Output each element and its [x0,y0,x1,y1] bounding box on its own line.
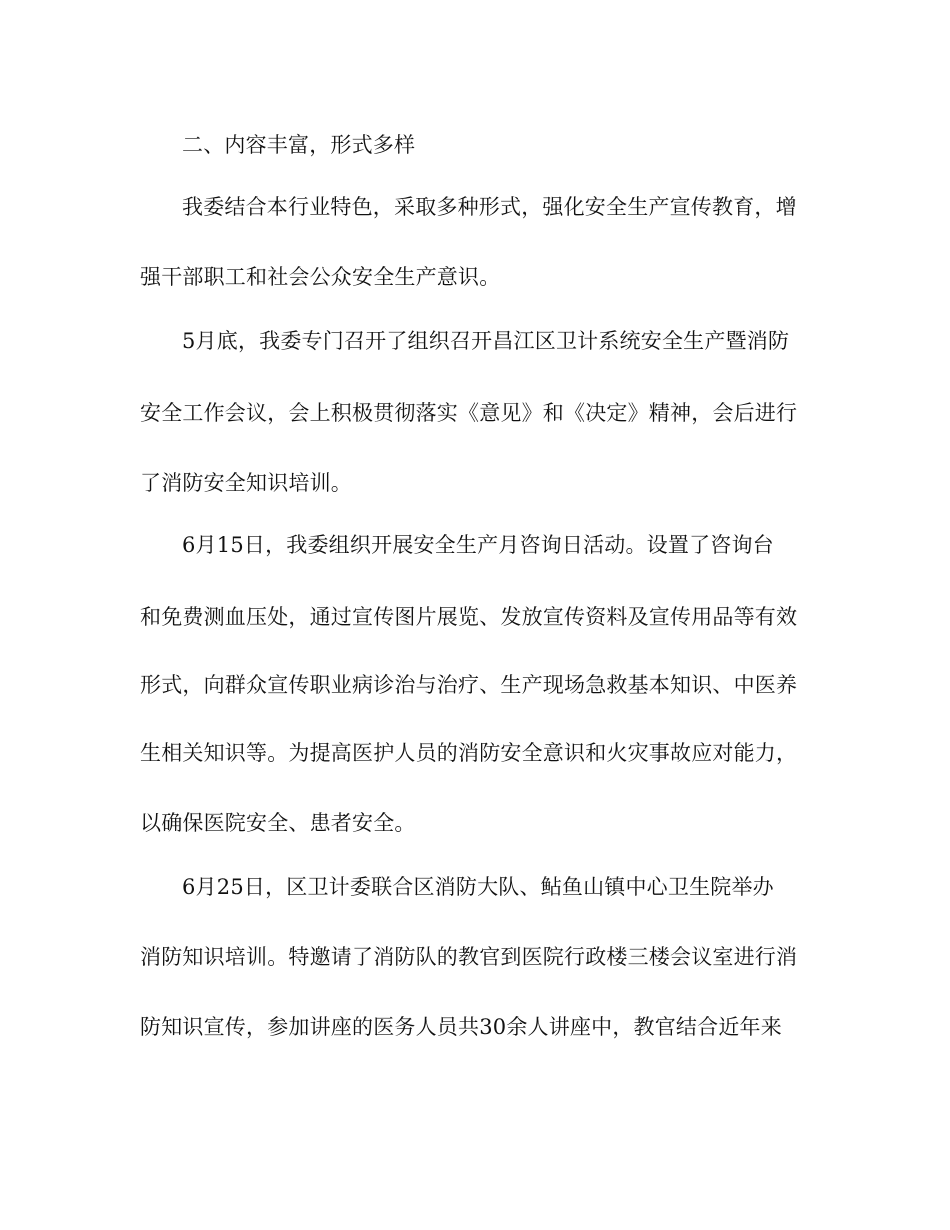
section-heading: 二、内容丰富，形式多样 [182,133,416,157]
paragraph-line: 6月15日，我委组织开展安全生产月咨询日活动。设置了咨询台 [182,533,774,557]
paragraph-line: 了消防安全知识培训。 [140,471,352,495]
paragraph-line: 防知识宣传，参加讲座的医务人员共30余人讲座中，教官结合近年来 [140,1015,782,1039]
paragraph-line: 6月25日，区卫计委联合区消防大队、鲇鱼山镇中心卫生院举办 [182,875,774,899]
paragraph-line: 消防知识培训。特邀请了消防队的教官到医院行政楼三楼会议室进行消 [140,945,798,969]
paragraph-line: 我委结合本行业特色，采取多种形式，强化安全生产宣传教育，增 [182,195,797,219]
paragraph-line: 和免费测血压处，通过宣传图片展览、发放宣传资料及宣传用品等有效 [140,605,798,629]
paragraph-line: 强干部职工和社会公众安全生产意识。 [140,265,501,289]
paragraph-line: 形式，向群众宣传职业病诊治与治疗、生产现场急救基本知识、中医养 [140,673,798,697]
paragraph-line: 以确保医院安全、患者安全。 [140,811,416,835]
paragraph-line: 安全工作会议，会上积极贯彻落实《意见》和《决定》精神，会后进行 [140,401,798,425]
paragraph-line: 5月底，我委专门召开了组织召开昌江区卫计系统安全生产暨消防 [182,329,790,353]
paragraph-line: 生相关知识等。为提高医护人员的消防安全意识和火灾事故应对能力， [140,741,798,765]
